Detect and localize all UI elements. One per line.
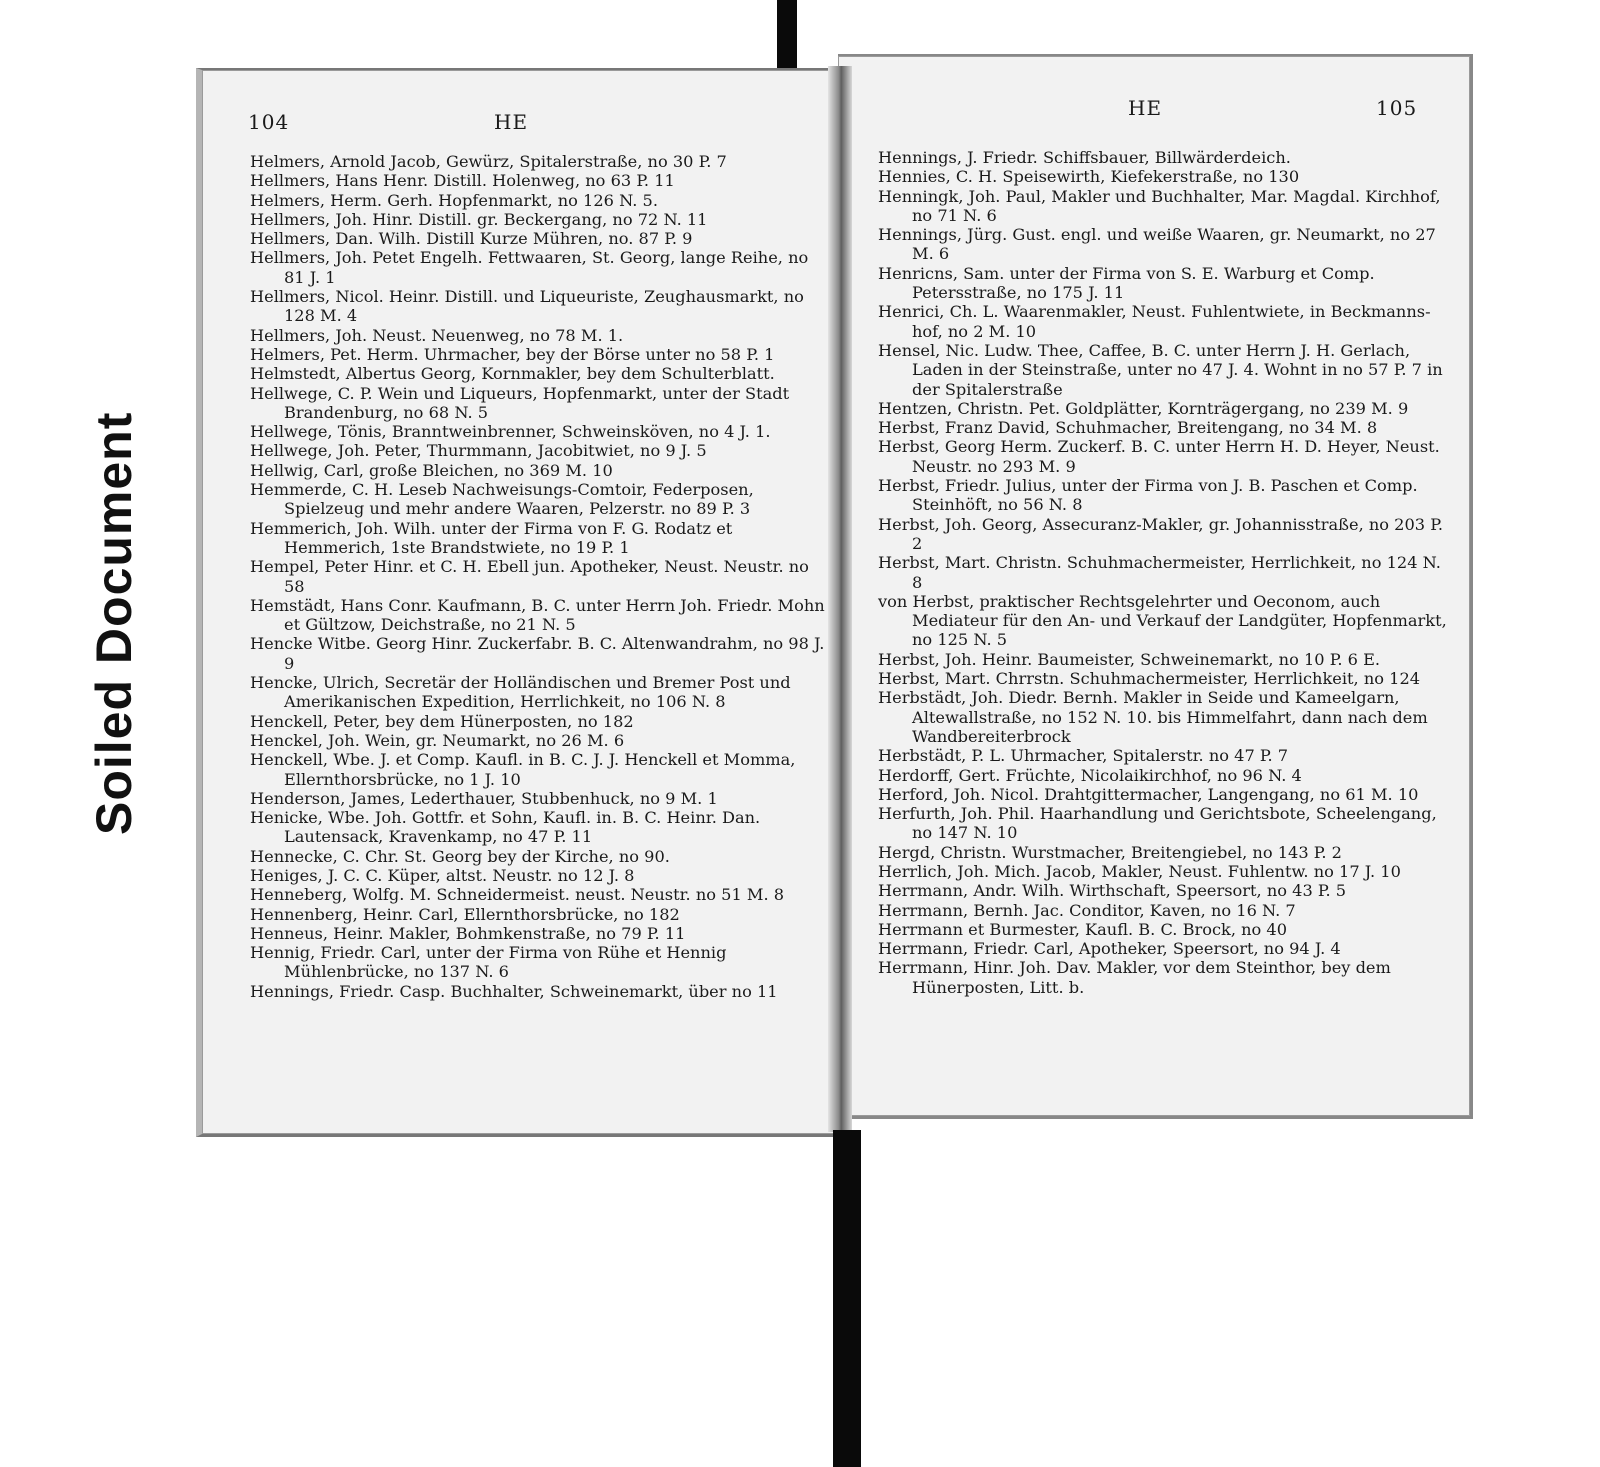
directory-entry: Herrlich, Joh. Mich. Jacob, Makler, Neust. Fuhlentw. no 17 J. 10 bbox=[878, 861, 1401, 881]
directory-entry: Hemmerde, C. H. Leseb Nachweisungs-Comtoir, Federposen, Spielzeug und mehr andere Waaren, Pelzerstr. no 89 P. 3 bbox=[250, 480, 754, 519]
directory-entry: Herrmann et Burmester, Kaufl. B. C. Brock, no 40 bbox=[878, 919, 1288, 939]
directory-entry: Henckell, Wbe. J. et Comp. Kaufl. in B. C. J. J. Henckell et Momma, Ellernthorsbrücke, no 1 J. 10 bbox=[250, 750, 796, 789]
directory-entry: Henckell, Peter, bey dem Hünerposten, no 182 bbox=[250, 711, 634, 731]
directory-entries-left bbox=[250, 152, 825, 1001]
directory-entry: Hennings, Friedr. Casp. Buchhalter, Schweinemarkt, über no 11 bbox=[250, 981, 778, 1001]
directory-entry: Henrici, Ch. L. Waarenmakler, Neust. Fuhlentwiete, in Beckmanns-hof, no 2 M. 10 bbox=[878, 302, 1431, 341]
directory-entry: Herrmann, Friedr. Carl, Apotheker, Speersort, no 94 J. 4 bbox=[878, 939, 1341, 959]
directory-entry: Herbst, Georg Herm. Zuckerf. B. C. unter Herrn H. D. Heyer, Neust. Neustr. no 293 M. 9 bbox=[878, 437, 1440, 476]
directory-entry: Herbstädt, P. L. Uhrmacher, Spitalerstr. no 47 P. 7 bbox=[878, 746, 1289, 766]
directory-entry: Hennig, Friedr. Carl, unter der Firma von Rühe et Hennig Mühlenbrücke, no 137 N. 6 bbox=[250, 943, 727, 982]
directory-entry: Hempel, Peter Hinr. et C. H. Ebell jun. Apotheker, Neust. Neustr. no 58 bbox=[250, 557, 809, 596]
page-number-right: 105 bbox=[1376, 96, 1418, 120]
directory-entry: Hennecke, C. Chr. St. Georg bey der Kirche, no 90. bbox=[250, 846, 670, 866]
directory-entry: Herbst, Joh. Heinr. Baumeister, Schweinemarkt, no 10 P. 6 E. bbox=[878, 649, 1381, 669]
directory-entry: Hergd, Christn. Wurstmacher, Breitengiebel, no 143 P. 2 bbox=[878, 842, 1342, 862]
directory-entry: Hennings, Jürg. Gust. engl. und weiße Waaren, gr. Neumarkt, no 27 M. 6 bbox=[878, 225, 1436, 264]
directory-entry: Henckel, Joh. Wein, gr. Neumarkt, no 26 M. 6 bbox=[250, 730, 625, 750]
directory-entry: Hellwig, Carl, große Bleichen, no 369 M. 10 bbox=[250, 460, 613, 480]
directory-entry: Hellmers, Joh. Neust. Neuenweg, no 78 M. 1. bbox=[250, 325, 624, 345]
directory-entry: Herrmann, Andr. Wilh. Wirthschaft, Speersort, no 43 P. 5 bbox=[878, 881, 1347, 901]
directory-entry: Hellwege, Joh. Peter, Thurmmann, Jacobitwiet, no 9 J. 5 bbox=[250, 441, 707, 461]
stamp-text: Soiled Document bbox=[86, 411, 142, 835]
directory-entry: Hennies, C. H. Speisewirth, Kiefekerstraße, no 130 bbox=[878, 167, 1300, 187]
directory-entry: Helmers, Pet. Herm. Uhrmacher, bey der Börse unter no 58 P. 1 bbox=[250, 344, 775, 364]
directory-entry: Hellwege, C. P. Wein und Liqueurs, Hopfenmarkt, unter der Stadt Brandenburg, no 68 N. 5 bbox=[250, 383, 790, 422]
directory-entry: von Herbst, praktischer Rechtsgelehrter und Oeconom, auch Mediateur für den An- und Verkauf der Landgüter, Hopfenmarkt, no 125 N. 5 bbox=[878, 591, 1447, 650]
directory-entry: Herbst, Franz David, Schuhmacher, Breitengang, no 34 M. 8 bbox=[878, 418, 1378, 438]
directory-entry: Heniges, J. C. C. Küper, altst. Neustr. no 12 J. 8 bbox=[250, 865, 635, 885]
directory-entry: Hennings, J. Friedr. Schiffsbauer, Billwärderdeich. bbox=[878, 148, 1291, 167]
directory-entry: Hellmers, Nicol. Heinr. Distill. und Liqueuriste, Zeughausmarkt, no 128 M. 4 bbox=[250, 287, 804, 326]
directory-entry: Herbstädt, Joh. Diedr. Bernh. Makler in Seide und Kameelgarn, Altewallstraße, no 152 N. 10. bis Himmelfahrt, dann nach dem Wandbereiterbrock bbox=[878, 688, 1428, 746]
page-number-left: 104 bbox=[248, 110, 290, 134]
directory-entry: Hemmerich, Joh. Wilh. unter der Firma von F. G. Rodatz et Hemmerich, 1ste Brandstwiete, no 19 P. 1 bbox=[250, 518, 733, 557]
directory-entry: Herrmann, Hinr. Joh. Dav. Makler, vor dem Steinthor, bey dem Hünerposten, Litt. b. bbox=[878, 958, 1391, 997]
directory-entry: Herbst, Joh. Georg, Assecuranz-Makler, gr. Johannisstraße, no 203 P. 2 bbox=[878, 514, 1443, 553]
directory-entry: Hellmers, Dan. Wilh. Distill Kurze Mühren, no. 87 P. 9 bbox=[250, 229, 693, 249]
running-header-left: HE bbox=[494, 110, 529, 134]
book-gutter bbox=[828, 66, 852, 1132]
directory-entry: Henicke, Wbe. Joh. Gottfr. et Sohn, Kaufl. in. B. C. Heinr. Dan. Lautensack, Kravenkamp, no 47 P. 11 bbox=[250, 808, 761, 847]
directory-entry: Herdorff, Gert. Früchte, Nicolaikirchhof, no 96 N. 4 bbox=[878, 765, 1302, 785]
directory-entries-right bbox=[878, 148, 1453, 997]
directory-entry: Hemstädt, Hans Conr. Kaufmann, B. C. unter Herrn Joh. Friedr. Mohn et Gültzow, Deichstraße, no 21 N. 5 bbox=[250, 595, 825, 635]
directory-entry: Hensel, Nic. Ludw. Thee, Caffee, B. C. unter Herrn J. H. Gerlach, Laden in der Steinstraße, unter no 47 J. 4. Wohnt in no 57 P. 7 in der Spitalerstraße bbox=[878, 340, 1443, 399]
directory-entry: Herrmann, Bernh. Jac. Conditor, Kaven, no 16 N. 7 bbox=[878, 900, 1296, 920]
directory-entry: Henneus, Heinr. Makler, Bohmkenstraße, no 79 P. 11 bbox=[250, 923, 686, 943]
right-page bbox=[838, 54, 1473, 1119]
directory-entry: Herfurth, Joh. Phil. Haarhandlung und Gerichtsbote, Scheelengang, no 147 N. 10 bbox=[878, 804, 1437, 843]
directory-entry: Helmers, Arnold Jacob, Gewürz, Spitalerstraße, no 30 P. 7 bbox=[250, 152, 727, 171]
directory-entry: Herford, Joh. Nicol. Drahtgittermacher, Langengang, no 61 M. 10 bbox=[878, 784, 1419, 804]
directory-entry: Helmstedt, Albertus Georg, Kornmakler, bey dem Schulterblatt. bbox=[250, 364, 775, 384]
directory-entry: Henderson, James, Lederthauer, Stubbenhuck, no 9 M. 1 bbox=[250, 788, 718, 808]
directory-entry: Herbst, Mart. Christn. Schuhmachermeister, Herrlichkeit, no 124 N. 8 bbox=[878, 553, 1441, 592]
running-header-right: HE bbox=[1128, 96, 1163, 120]
directory-entry: Hencke, Ulrich, Secretär der Holländischen und Bremer Post und Amerikanischen Expedition, Herrlichkeit, no 106 N. 8 bbox=[250, 673, 791, 712]
directory-entry: Henneberg, Wolfg. M. Schneidermeist. neust. Neustr. no 51 M. 8 bbox=[250, 885, 785, 905]
directory-entry: Hellmers, Joh. Hinr. Distill. gr. Beckergang, no 72 N. 11 bbox=[250, 209, 708, 229]
directory-entry: Hellwege, Tönis, Branntweinbrenner, Schweinsköven, no 4 J. 1. bbox=[250, 422, 771, 442]
directory-entry: Hencke Witbe. Georg Hinr. Zuckerfabr. B. C. Altenwandrahm, no 98 J. 9 bbox=[250, 634, 825, 673]
directory-entry: Helmers, Herm. Gerh. Hopfenmarkt, no 126 N. 5. bbox=[250, 190, 658, 210]
directory-entry: Hellmers, Joh. Petet Engelh. Fettwaaren, St. Georg, lange Reihe, no 81 J. 1 bbox=[250, 248, 809, 287]
binding-strap-bottom bbox=[833, 1130, 861, 1467]
directory-entry: Hellmers, Hans Henr. Distill. Holenweg, no 63 P. 11 bbox=[250, 171, 675, 191]
directory-entry: Herbst, Mart. Chrrstn. Schuhmachermeister, Herrlichkeit, no 124 bbox=[878, 669, 1421, 689]
left-page bbox=[196, 68, 844, 1137]
directory-entry: Herbst, Friedr. Julius, unter der Firma von J. B. Paschen et Comp. Steinhöft, no 56 N. 8 bbox=[878, 476, 1418, 515]
directory-entry: Henningk, Joh. Paul, Makler und Buchhalter, Mar. Magdal. Kirchhof, no 71 N. 6 bbox=[878, 186, 1441, 225]
directory-entry: Henricns, Sam. unter der Firma von S. E. Warburg et Comp. Petersstraße, no 175 J. 11 bbox=[878, 263, 1375, 303]
directory-entry: Hennenberg, Heinr. Carl, Ellernthorsbrücke, no 182 bbox=[250, 904, 680, 924]
directory-entry: Hentzen, Christn. Pet. Goldplätter, Kornträgergang, no 239 M. 9 bbox=[878, 398, 1409, 418]
